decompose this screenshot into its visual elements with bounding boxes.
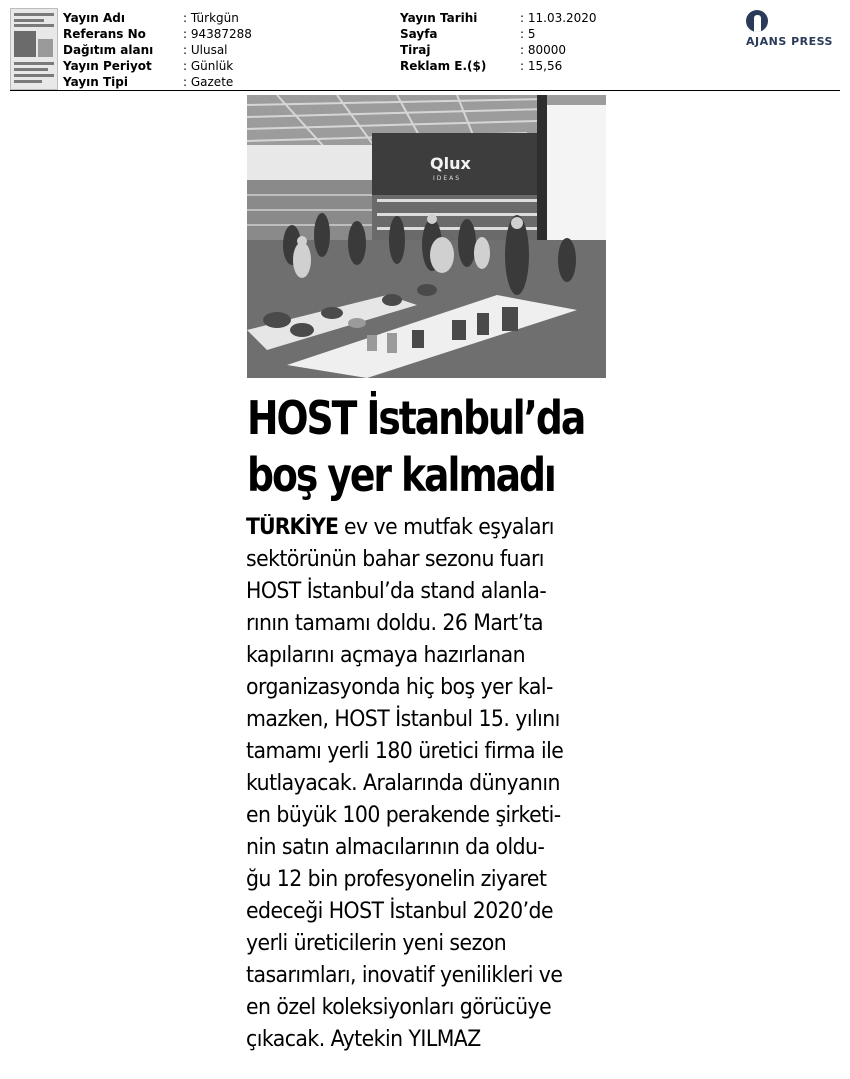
meta-value: : Gazete [183,75,234,89]
meta-value: : 80000 [520,43,567,57]
meta-value: : 94387288 [183,27,252,41]
meta-row-publication [63,10,252,26]
meta-label: Referans No [63,27,146,41]
headline-line: boş yer kalmadı [247,448,555,502]
body-line: organizasyonda hiç boş yer kal- [246,675,553,700]
ajans-press-logo [744,10,844,50]
meta-label: Dağıtım alanı [63,43,154,57]
body-line: tasarımları, inovatif yenilikleri ve [246,963,563,988]
meta-label: Reklam E.($) [400,59,487,73]
meta-value: : 15,56 [520,59,563,73]
meta-label: Yayın Adı [63,11,125,25]
newspaper-page-thumbnail[interactable] [10,8,58,90]
booth-sign-sub: IDEAS [433,175,462,182]
meta-row-type [63,74,252,90]
body-line-byline: çıkacak. Aytekin YILMAZ [246,1027,481,1052]
meta-left-column [63,10,252,90]
meta-row-date [400,10,597,26]
meta-label: Yayın Tipi [63,75,128,89]
ajans-press-logo-icon [746,10,768,32]
article-headline [247,390,585,504]
body-line-rest: ev ve mutfak eşyaları [338,515,554,540]
trade-fair-photo [247,95,606,378]
meta-row-ad-value [400,58,597,74]
dateline: TÜRKİYE [246,515,339,540]
meta-value: : 5 [520,27,536,41]
body-line-first [246,512,599,544]
meta-row-circulation [400,42,597,58]
body-line: HOST İstanbul’da stand alanla- [246,579,547,604]
body-line: en özel koleksiyonları görücüye [246,995,552,1020]
meta-label: Yayın Periyot [63,59,152,73]
meta-label: Sayfa [400,27,438,41]
logo-text: AJANS PRESS [746,35,833,48]
body-line: kapılarını açmaya hazırlanan [246,643,525,668]
body-line: mazken, HOST İstanbul 15. yılını [246,707,560,732]
body-line: sektörünün bahar sezonu fuarı [246,547,544,572]
meta-row-distribution [63,42,252,58]
body-line: rının tamamı doldu. 26 Mart’ta [246,611,544,636]
body-line: kutlayacak. Aralarında dünyanın [246,771,560,796]
body-line: nin satın almacılarının da oldu- [246,835,545,860]
meta-value: : Türkgün [183,11,239,25]
body-line: ğu 12 bin profesyonelin ziyaret [246,867,547,892]
meta-value: : Ulusal [183,43,228,57]
meta-value: : 11.03.2020 [520,11,597,25]
meta-label: Tiraj [400,43,431,57]
headline-line: HOST İstanbul’da [247,391,585,445]
meta-label: Yayın Tarihi [400,11,478,25]
meta-row-page [400,26,597,42]
header-divider [10,90,840,91]
body-line: tamamı yerli 180 üretici firma ile [246,739,564,764]
body-line: yerli üreticilerin yeni sezon [246,931,507,956]
body-line: edeceği HOST İstanbul 2020’de [246,899,553,924]
meta-row-period [63,58,252,74]
meta-value: : Günlük [183,59,234,73]
meta-row-reference [63,26,252,42]
article-body [246,512,599,1056]
meta-right-column [400,10,597,74]
booth-sign: Qlux [430,154,471,173]
clipping-header [0,0,850,92]
body-line: en büyük 100 perakende şirketi- [246,803,561,828]
